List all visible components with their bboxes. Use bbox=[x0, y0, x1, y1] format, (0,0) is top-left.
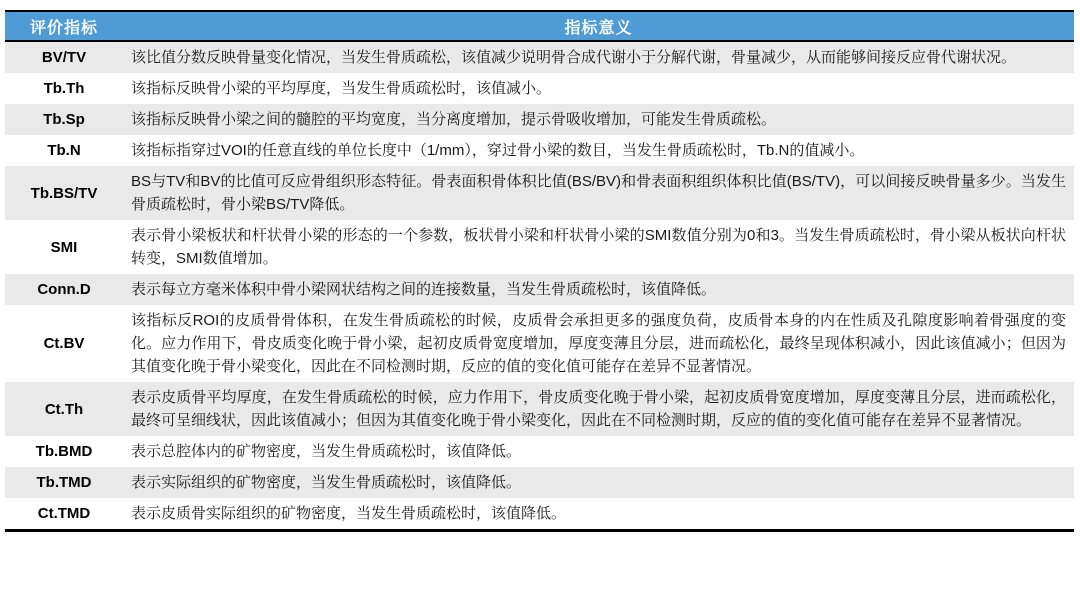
indicator-cell: Tb.BMD bbox=[35, 443, 93, 460]
table-row bbox=[5, 382, 1074, 436]
table-row bbox=[5, 135, 1074, 166]
meaning-cell: 该指标指穿过VOI的任意直线的单位长度中（1/mm），穿过骨小梁的数目，当发生骨质疏松时，Tb.N的值减小。 bbox=[131, 142, 865, 159]
indicator-cell: Conn.D bbox=[37, 281, 91, 298]
table-row bbox=[5, 467, 1074, 498]
meaning-cell: 表示皮质骨平均厚度，在发生骨质疏松的时候，应力作用下，骨皮质变化晚于骨小梁，起初皮质骨宽度增加，厚度变薄且分层，进而疏松化，最终可呈细线状，因此该值减小；但因为其值变化晚于骨小梁变化，因此在不同检测时期，反应的值的变化值可能存在差异不显著情况。 bbox=[131, 389, 1066, 429]
meaning-cell: 表示实际组织的矿物密度，当发生骨质疏松时，该值降低。 bbox=[131, 474, 522, 491]
indicator-cell: Tb.TMD bbox=[36, 474, 92, 491]
meaning-cell: 表示总腔体内的矿物密度，当发生骨质疏松时，该值降低。 bbox=[131, 443, 522, 460]
indicator-cell: Tb.N bbox=[47, 142, 81, 159]
indicator-cell: BV/TV bbox=[41, 49, 87, 66]
indicator-cell: Ct.BV bbox=[43, 335, 85, 352]
table-row bbox=[5, 305, 1074, 382]
indicator-cell: Tb.Th bbox=[43, 80, 85, 97]
meaning-cell: 该比值分数反映骨量变化情况，当发生骨质疏松，该值减少说明骨合成代谢小于分解代谢，骨量减少，从而能够间接反应骨代谢状况。 bbox=[131, 49, 1017, 66]
indicator-cell: Ct.TMD bbox=[37, 505, 91, 522]
table-body bbox=[5, 41, 1074, 531]
meaning-cell: 表示每立方毫米体积中骨小梁网状结构之间的连接数量，当发生骨质疏松时，该值降低。 bbox=[131, 281, 717, 298]
header-row bbox=[5, 11, 1074, 41]
table-row bbox=[5, 498, 1074, 531]
evaluation-metrics-table bbox=[5, 10, 1074, 532]
table-row bbox=[5, 436, 1074, 467]
table-row bbox=[5, 73, 1074, 104]
table-row bbox=[5, 274, 1074, 305]
meaning-cell: BS与TV和BV的比值可反应骨组织形态特征。骨表面积骨体积比值(BS/BV)和骨表面积组织体积比值(BS/TV)，可以间接反映骨量多少。当发生骨质疏松时，骨小梁BS/TV降低。 bbox=[131, 173, 1066, 213]
table-row bbox=[5, 104, 1074, 135]
indicator-cell: SMI bbox=[50, 238, 78, 256]
table-header bbox=[5, 11, 1074, 41]
table-row bbox=[5, 166, 1074, 220]
meaning-cell: 该指标反ROI的皮质骨骨体积，在发生骨质疏松的时候，皮质骨会承担更多的强度负荷，皮质骨本身的内在性质及孔隙度影响着骨强度的变化。应力作用下，骨皮质变化晚于骨小梁，起初皮质骨宽度增加，厚度变薄且分层，进而疏松化，最终呈现体积减小，因此该值减小；但因为其值变化晚于骨小梁变化，因此在不同检测时期，反应的值的变化值可能存在差异不显著情况。 bbox=[131, 312, 1066, 375]
indicator-cell: Tb.BS/TV bbox=[30, 184, 98, 202]
table-row bbox=[5, 41, 1074, 73]
meaning-cell: 该指标反映骨小梁之间的髓腔的平均宽度，当分离度增加，提示骨吸收增加，可能发生骨质疏松。 bbox=[131, 111, 777, 128]
table-row bbox=[5, 220, 1074, 274]
meaning-cell: 该指标反映骨小梁的平均厚度，当发生骨质疏松时，该值减小。 bbox=[131, 80, 552, 97]
indicator-cell: Tb.Sp bbox=[43, 111, 85, 128]
header-cell-meaning: 指标意义 bbox=[123, 11, 1074, 41]
indicator-cell: Ct.Th bbox=[44, 400, 84, 418]
header-cell-indicator: 评价指标 bbox=[5, 11, 123, 41]
meaning-cell: 表示皮质骨实际组织的矿物密度，当发生骨质疏松时，该值降低。 bbox=[131, 505, 567, 522]
meaning-cell: 表示骨小梁板状和杆状骨小梁的形态的一个参数，板状骨小梁和杆状骨小梁的SMI数值分别为0和3。当发生骨质疏松时，骨小梁从板状向杆状转变，SMI数值增加。 bbox=[131, 227, 1066, 267]
